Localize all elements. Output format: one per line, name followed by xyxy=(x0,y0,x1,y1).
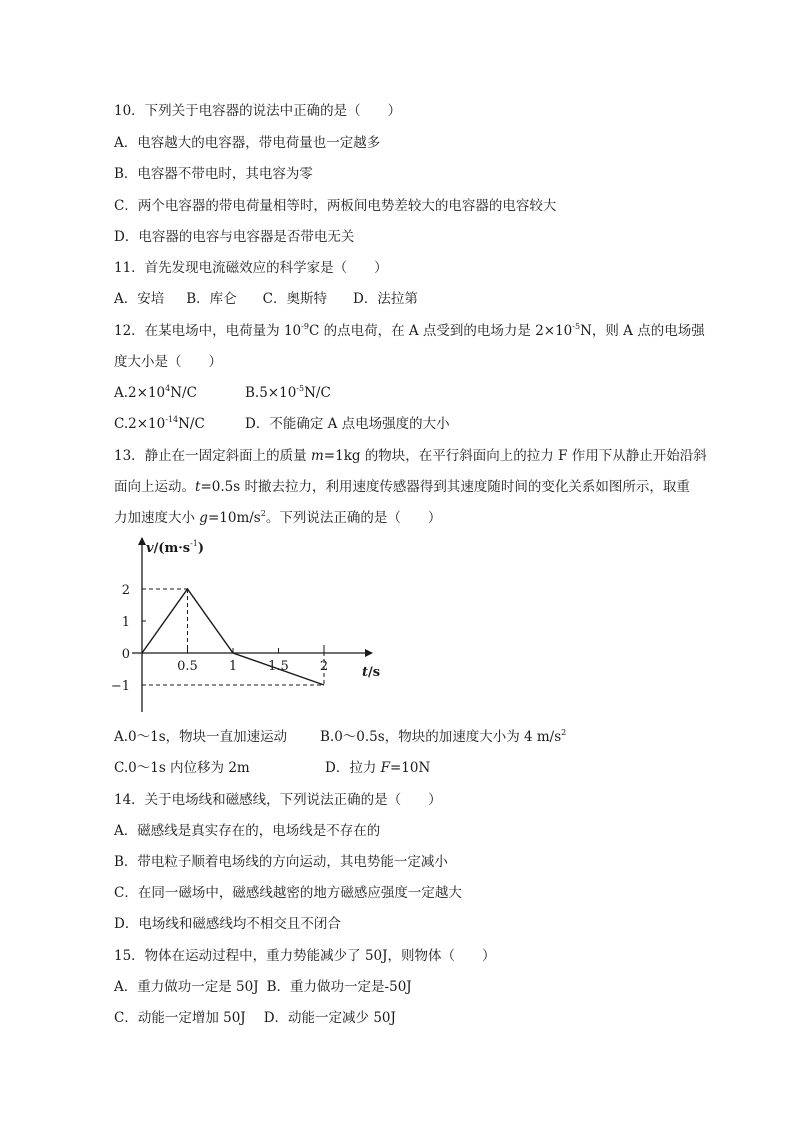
q14-option-c: C．在同一磁场中，磁感线越密的地方磁感应强度一定越大 xyxy=(114,885,462,901)
q13-options-ab xyxy=(114,727,566,747)
y-axis-label: $v/(m\cdot s^{-1})$ xyxy=(146,539,205,556)
x-tick-label: 0.5 xyxy=(177,659,198,674)
q12-option-c: $C.2\times 10^{-14}N/C$ xyxy=(114,415,205,432)
q15-option-b: B．重力做功一定是-50J xyxy=(266,979,412,995)
q13-option-c: C.0～1s 内位移为 2m xyxy=(114,760,250,776)
q10-option-b: B．电容器不带电时，其电容为零 xyxy=(114,166,313,182)
q15-option-c: C．动能一定增加 50J xyxy=(114,1010,246,1026)
q14-option-a: A．磁感线是真实存在的，电场线是不存在的 xyxy=(114,823,381,839)
velocity-time-chart xyxy=(110,530,400,720)
q12-option-b: $B.5\times 10^{-5}N/C$ xyxy=(245,384,331,401)
q13-stem-line1: 13．静止在一固定斜面上的质量 m=1kg 的物块，在平行斜面向上的拉力 F 作用下从静止开始沿斜 xyxy=(114,448,707,464)
q13-stem-line2: 面向上运动。t=0.5s 时撤去拉力，利用速度传感器得到其速度随时间的变化关系如图所示，取重 xyxy=(114,479,690,495)
y-tick-label: 0 xyxy=(121,647,130,662)
q11-option-a: A．安培 xyxy=(114,291,165,307)
q11-option-d: D．法拉第 xyxy=(353,291,418,307)
q14-option-d: D．电场线和磁感线均不相交且不闭合 xyxy=(114,916,341,932)
q12-option-a: $A.2\times 10^4N/C$ xyxy=(114,384,197,401)
q10-option-a: A．电容越大的电容器，带电荷量也一定越多 xyxy=(114,135,381,151)
q13-option-b: B.0～0.5s，物块的加速度大小为 4 $m/s^2$ xyxy=(320,728,567,745)
q13-option-a: A.0～1s，物块一直加速运动 xyxy=(114,729,288,745)
q10-option-d: D．电容器的电容与电容器是否带电无关 xyxy=(114,229,355,245)
x-tick-label: 1.5 xyxy=(268,659,289,674)
x-axis-label: t/s xyxy=(362,665,381,680)
q12-stem-line2: 度大小是（ ） xyxy=(114,354,222,370)
q14-option-b: B．带电粒子顺着电场线的方向运动，其电势能一定减小 xyxy=(114,854,448,870)
q12-options-cd xyxy=(114,414,450,434)
y-tick-label: 1 xyxy=(121,615,130,630)
y-tick-label: −1 xyxy=(110,679,130,694)
q12-stem: 12．在某电场中，电荷量为 $10^{-9}C$ 的点电荷，在 A 点受到的电场力是 $2\times 10^{-5}N$，则 A 点的电场强 xyxy=(114,322,705,339)
q11-option-b: B．库仑 xyxy=(186,291,237,307)
x-tick-label: 1 xyxy=(228,659,238,674)
q11-options xyxy=(114,289,418,309)
q13-options-cd xyxy=(114,758,430,778)
q11-option-c: C．奥斯特 xyxy=(262,291,328,307)
q15-option-d: D．动能一定减少 50J xyxy=(263,1010,396,1026)
q11-stem: 11．首先发现电流磁效应的科学家是（ ） xyxy=(114,260,388,276)
q15-stem: 15．物体在运动过程中，重力势能减少了 50J，则物体（ ） xyxy=(114,948,496,964)
q13-option-d: D．拉力 F=10N xyxy=(325,760,431,776)
q12-options-ab xyxy=(114,383,331,403)
q15-options-cd xyxy=(114,1008,396,1028)
q10-option-c: C．两个电容器的带电荷量相等时，两板间电势差较大的电容器的电容较大 xyxy=(114,198,557,214)
q15-option-a: A．重力做功一定是 50J xyxy=(114,979,259,995)
x-tick-label: 2 xyxy=(319,659,329,674)
y-tick-label: 2 xyxy=(121,583,130,598)
q10-stem: 10．下列关于电容器的说法中正确的是（ ） xyxy=(114,103,402,119)
q12-option-d: D．不能确定 A 点电场强度的大小 xyxy=(245,416,450,432)
q13-stem-line3: 力加速度大小 $g=10m/s^2$。下列说法正确的是（ ） xyxy=(114,509,442,526)
q14-stem: 14．关于电场线和磁感线，下列说法正确的是（ ） xyxy=(114,792,442,808)
q15-options-ab xyxy=(114,977,412,997)
